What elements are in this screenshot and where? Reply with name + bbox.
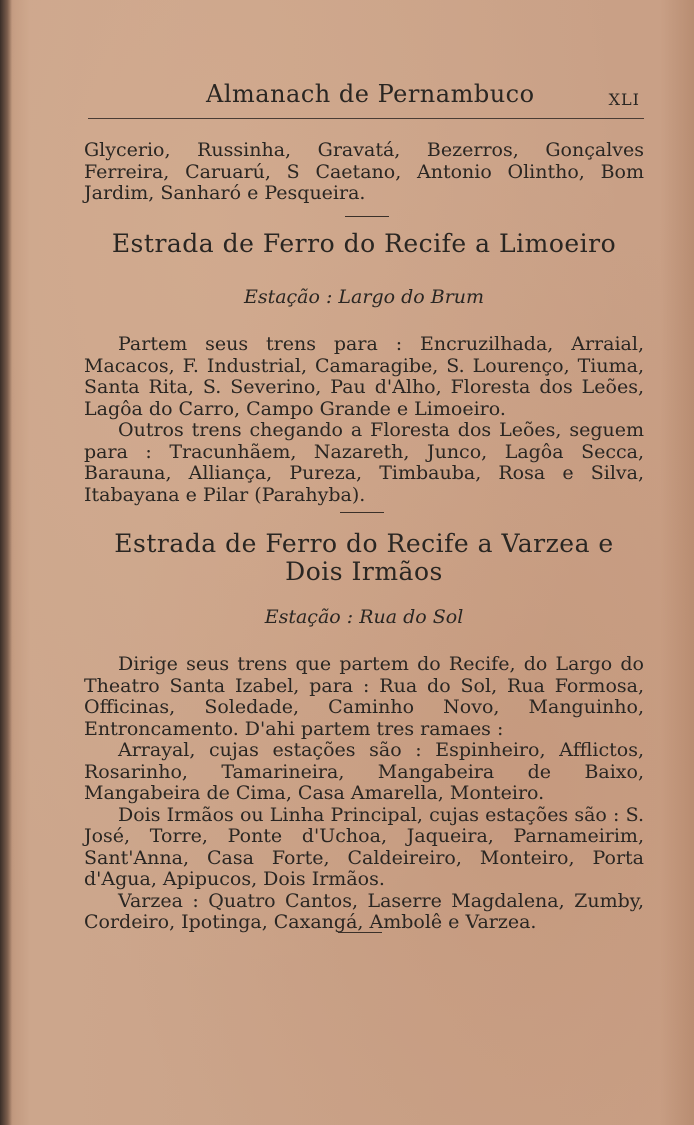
page-number: XLI [608, 90, 640, 109]
station-largo-do-brum: Estação : Largo do Brum [243, 286, 485, 308]
intro-paragraph: Glycerio, Russinha, Gravatá, Bezerros, Gonçalves Ferreira, Caruarú, S Caetano, Antonio Olintho, Bom Jardim, Sanharó e Pesqueira. [84, 139, 644, 204]
intro-paragraph-block [84, 140, 644, 205]
varzea-paragraph-dois-irmaos: Dois Irmãos ou Linha Principal, cujas estações são : S. José, Torre, Ponte d'Uchoa, Jaqueira, Parnameirim, Sant'Anna, Casa Forte, Caldeireiro, Monteiro, Porta d'Agua, Apipucos, Dois Irmãos. [84, 803, 644, 890]
header-rule [88, 118, 644, 119]
varzea-text-block [84, 654, 644, 934]
separator-rule [345, 216, 389, 217]
separator-rule [338, 932, 382, 933]
section-heading-varzea-line1: Estrada de Ferro do Recife a Varzea e [114, 529, 614, 558]
limoeiro-paragraph-1: Partem seus trens para : Encruzilhada, Arraial, Macacos, F. Industrial, Camaragibe, S. Lourenço, Tiuma, Santa Rita, S. Severino, Pau d'Alho, Floresta dos Leões, Lagôa do Carro, Campo Grande e Limoeiro. [84, 333, 644, 420]
varzea-paragraph-arrayal: Arrayal, cujas estações são : Espinheiro, Afflictos, Rosarinho, Tamarineira, Mangabeira de Baixo, Mangabeira de Cima, Casa Amarella, Monteiro. [84, 739, 644, 804]
separator-rule [340, 512, 384, 513]
section-heading-varzea [84, 530, 644, 586]
limoeiro-paragraph-2: Outros trens chegando a Floresta dos Leões, seguem para : Tracunhãem, Nazareth, Junco, Lagôa Secca, Barauna, Alliança, Pureza, Timbauba, Rosa e Silva, Itabayana e Pilar (Parahyba). [84, 419, 644, 506]
section-heading-limoeiro: Estrada de Ferro do Recife a Limoeiro [111, 229, 617, 258]
running-title: Almanach de Pernambuco [206, 80, 535, 108]
running-header [86, 80, 646, 114]
station-rua-do-sol: Estação : Rua do Sol [264, 606, 464, 628]
varzea-paragraph-intro: Dirige seus trens que partem do Recife, do Largo do Theatro Santa Izabel, para : Rua do Sol, Rua Formosa, Officinas, Soledade, Caminho Novo, Manguinho, Entroncamento. D'ahi partem tres ramaes : [84, 653, 644, 740]
book-spine [0, 0, 12, 1125]
varzea-paragraph-varzea: Varzea : Quatro Cantos, Laserre Magdalena, Zumby, Cordeiro, Ipotinga, Caxangá, Ambolê e Varzea. [84, 889, 644, 933]
limoeiro-text-block [84, 334, 644, 506]
section-heading-varzea-line2: Dois Irmãos [285, 557, 443, 586]
